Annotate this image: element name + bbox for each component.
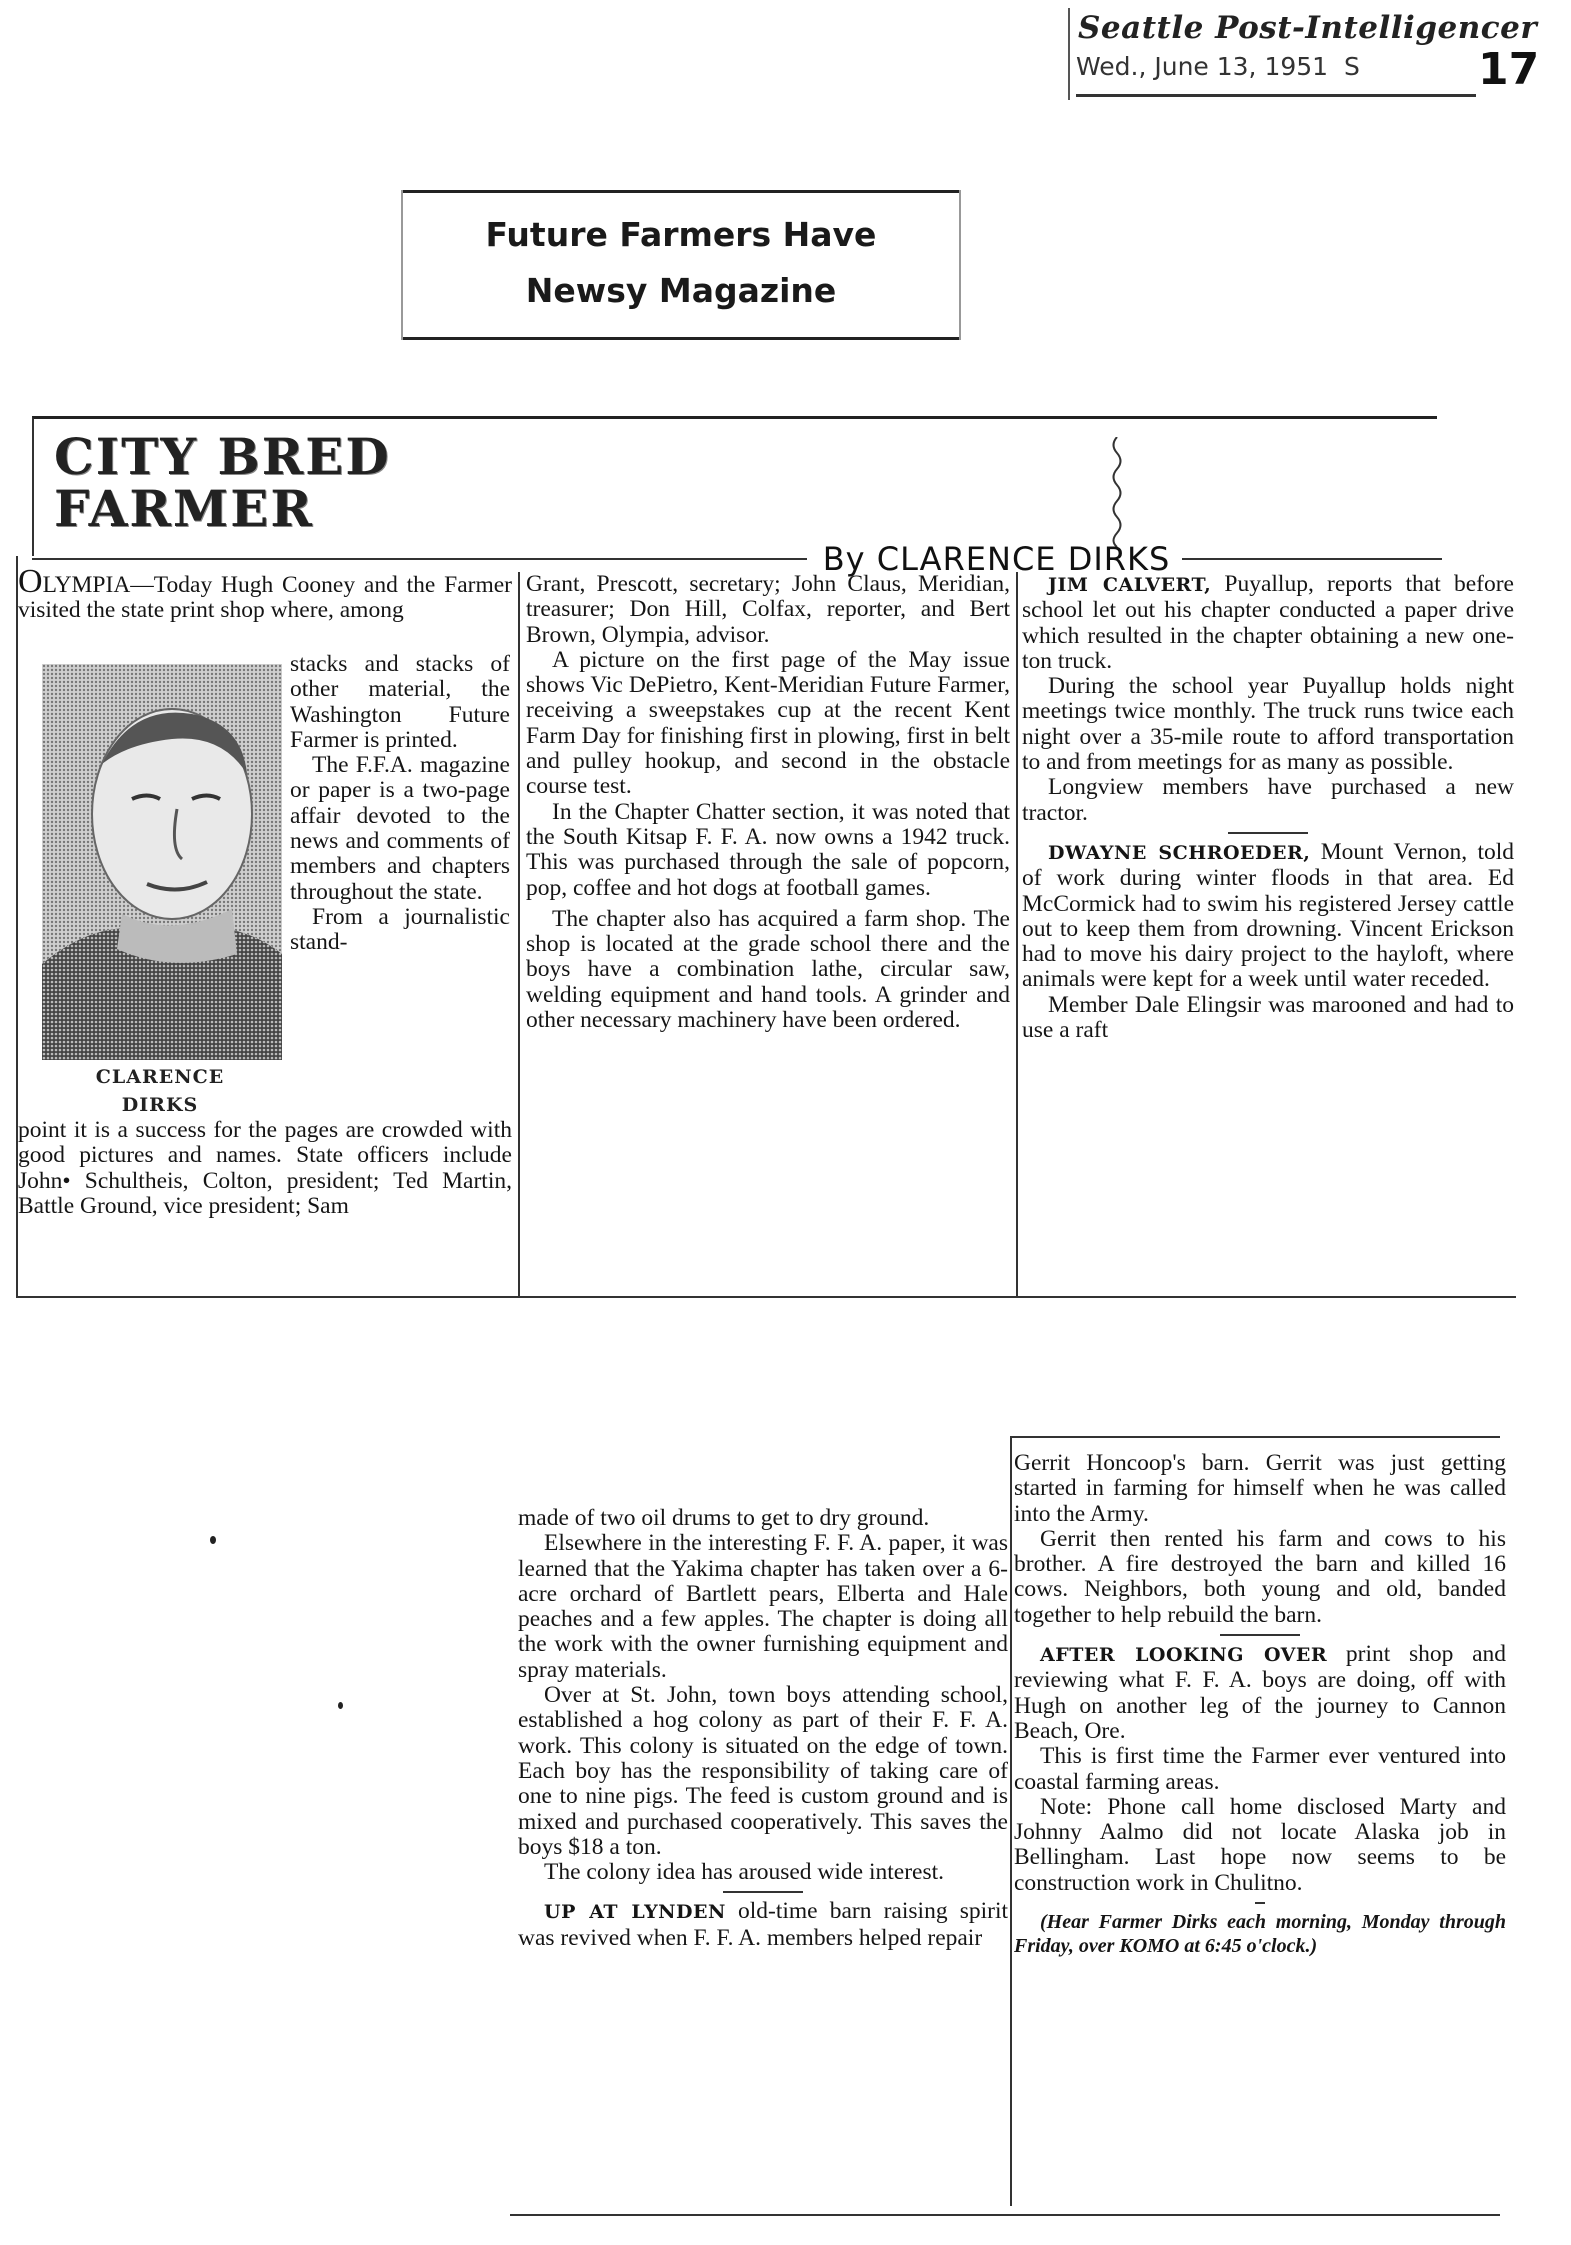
- column-divider-2: [1016, 572, 1018, 1296]
- c2-paragraph-3: In the Chapter Chatter section, it was noted that the South Kitsap F. F. A. now owns a 1942 truck. This was purchased through the sale of popcorn, pop, coffee and hot dogs at football games.: [526, 798, 1010, 901]
- scan-speck-2: [338, 1702, 343, 1709]
- d2-paragraph-5: Note: Phone call home disclosed Marty and Johnny Aalmo did not locate Alaska job in Bellingham. Last hope now seems to be construction work in Chulitno.: [1014, 1793, 1506, 1896]
- d1-separator: [723, 1891, 803, 1893]
- d1-heading-lynden: UP AT LYNDEN: [544, 1901, 726, 1924]
- d1-paragraph-5: [518, 1899, 1008, 1951]
- c3-text-4: Mount Vernon, told of work during winter floods in that area. Ed McCormick had to swim his registered Jersey cattle out to keep them from drowning. Vincent Erickson had to move his dairy project to the hayloft, where animals were kept for a week until water receded.: [1022, 838, 1515, 993]
- d1-paragraph-2: Elsewhere in the interesting F. F. A. paper, it was learned that the Yakima chapter has taken over a 6-acre orchard of Bartlett pears, Elberta and Hale peaches and a few apples. The chapter is doing all the work with the owner furnishing equipment and spray materials.: [518, 1530, 1008, 1683]
- clip1-column-2: [526, 572, 1010, 1033]
- photo-caption-line-1: CLARENCE: [95, 1066, 225, 1088]
- c3-name-calvert: JIM CALVERT,: [1048, 574, 1212, 596]
- clip2-top-rule: [1010, 1436, 1500, 1438]
- d2-separator: [1220, 1634, 1300, 1636]
- clip1-column-1-lead: [18, 563, 512, 624]
- author-photo: [42, 664, 282, 1060]
- clip1-bottom-rule: [16, 1296, 1516, 1298]
- c3-separator: [1228, 832, 1308, 834]
- headline-right-edge: [959, 190, 961, 340]
- column-title-line-2: FARMER: [54, 479, 314, 538]
- headline-left-edge: [401, 190, 403, 340]
- c2-paragraph-2: A picture on the first page of the May issue shows Vic DePietro, Kent-Meridian Future Farmer, receiving a sweepstakes cup at the recent Kent Farm Day for finishing first in plowing, first in belt and pulley hookup, and second in the obstacle course test.: [526, 646, 1010, 800]
- byline: By CLARENCE DIRKS: [822, 540, 1171, 578]
- byline-rule-left: [32, 558, 807, 560]
- headline-line-2: Newsy Magazine: [525, 271, 837, 310]
- c3-paragraph-4: [1022, 840, 1514, 993]
- column-divider-1: [518, 572, 520, 1296]
- d1-paragraph-1: made of two oil drums to get to dry ground.: [518, 1505, 930, 1531]
- d1-paragraph-4: The colony idea has aroused wide interest.: [544, 1859, 945, 1886]
- page-number: 17: [1478, 44, 1540, 95]
- c3-paragraph-2: During the school year Puyallup holds night meetings twice monthly. The truck runs twice each night over a 35-mile route to afford transportation to and from meetings for as many as possible.: [1022, 673, 1514, 776]
- publication-date-text: Wed., June 13, 1951: [1076, 52, 1329, 81]
- column-title: [54, 427, 391, 538]
- c3-paragraph-3: Longview members have purchased a new tractor.: [1022, 774, 1514, 826]
- d2-text-3: print shop and reviewing what F. F. A. boys are doing, off with Hugh on another leg of the journey to Cannon Beach, Ore.: [1014, 1641, 1506, 1744]
- wrap-paragraph-2: The F.F.A. magazine or paper is a two-page affair devoted to the news and comments of members and chapters throughout the state.: [290, 752, 510, 905]
- clip2-column-divider: [1010, 1436, 1012, 2206]
- newspaper-name: Seattle Post-Intelligencer: [1078, 10, 1538, 46]
- section-letter: S: [1343, 52, 1360, 81]
- masthead-underline: [1076, 94, 1476, 97]
- d2-radio-note: (Hear Farmer Dirks each morning, Monday through Friday, over KOMO at 6:45 o'clock.): [1014, 1911, 1506, 1958]
- officers-paragraph: point it is a success for the pages are crowded with good pictures and names. State officers include John• Schultheis, Colton, president; Ted Martin, Battle Ground, vice president; Sam: [18, 1117, 512, 1219]
- d2-heading-after: AFTER LOOKING OVER: [1040, 1644, 1328, 1667]
- d2-paragraph-1: Gerrit Honcoop's barn. Gerrit was just getting started in farming for himself when he was called into the Army.: [1014, 1450, 1506, 1527]
- wrap-paragraph-1: stacks and stacks of other material, the Washington Future Farmer is printed.: [290, 651, 510, 753]
- headline-line-1: Future Farmers Have: [485, 215, 877, 254]
- masthead-left-border: [1068, 8, 1070, 100]
- column-title-line-1: CITY BRED: [54, 427, 391, 486]
- c2-paragraph-4: The chapter also has acquired a farm shop. The shop is located at the grade school there and the boys have a combination lathe, circular saw, welding equipment and hand tools. A grinder and other necessary machinery have been ordered.: [526, 905, 1010, 1034]
- c3-paragraph-5: Member Dale Elingsir was marooned and had to use a raft: [1022, 991, 1514, 1044]
- c3-paragraph-1: [1022, 572, 1514, 674]
- d2-paragraph-3: [1014, 1642, 1506, 1744]
- publication-date: [1076, 52, 1360, 81]
- column-title-box: [32, 416, 1437, 556]
- portrait-image: [42, 664, 282, 1060]
- wrap-paragraph-3: From a journalistic stand-: [290, 903, 510, 956]
- d2-paragraph-2: Gerrit then rented his farm and cows to his brother. A fire destroyed the barn and killed 16 cows. Neighbors, both young and old, banded together to help rebuild the barn.: [1014, 1525, 1506, 1628]
- d1-paragraph-3: Over at St. John, town boys attending school, established a hog colony as part of their F. F. A. work. This colony is situated on the edge of town. Each boy has the responsibility of taking care of one to nine pigs. The feed is custom ground and is mixed and purchased cooperatively. This saves the boys $18 a ton.: [518, 1682, 1008, 1860]
- torn-edge-squiggle: [1106, 437, 1128, 547]
- c3-name-schroeder: DWAYNE SCHROEDER,: [1048, 841, 1311, 864]
- clip2-column-1: [518, 1506, 1008, 1951]
- d2-dot-separator: [1255, 1902, 1265, 1904]
- d2-paragraph-4: This is first time the Farmer ever ventured into coastal farming areas.: [1014, 1743, 1506, 1795]
- clip1-column-3: [1022, 572, 1514, 1043]
- c3-text-1: Puyallup, reports that before school let out his chapter conducted a paper drive which resulted in the chapter obtaining a new one-ton truck.: [1022, 571, 1514, 674]
- c2-paragraph-1: Grant, Prescott, secretary; John Claus, Meridian, treasurer; Don Hill, Colfax, reporter, and Bert Brown, Olympia, advisor.: [526, 571, 1010, 648]
- photo-wrap-text: [290, 652, 510, 956]
- photo-caption: [40, 1063, 280, 1119]
- photo-caption-line-2: DIRKS: [121, 1094, 199, 1116]
- byline-rule-right: [1182, 558, 1442, 560]
- lead-paragraph: [18, 563, 512, 624]
- article-headline: [403, 190, 959, 340]
- lead-text: LYMPIA—Today Hugh Cooney and the Farmer visited the state print shop where, among: [18, 572, 512, 624]
- d1-text-5: old-time barn raising spirit was revived when F. F. A. members helped repair: [518, 1898, 1009, 1951]
- scan-speck-1: [210, 1536, 216, 1544]
- clip1-column-1-tail: [18, 1118, 512, 1219]
- clip2-column-2: [1014, 1451, 1506, 1958]
- masthead-stamp: [1068, 6, 1548, 106]
- lead-initial: O: [18, 563, 43, 600]
- clip2-bottom-rule: [510, 2214, 1500, 2216]
